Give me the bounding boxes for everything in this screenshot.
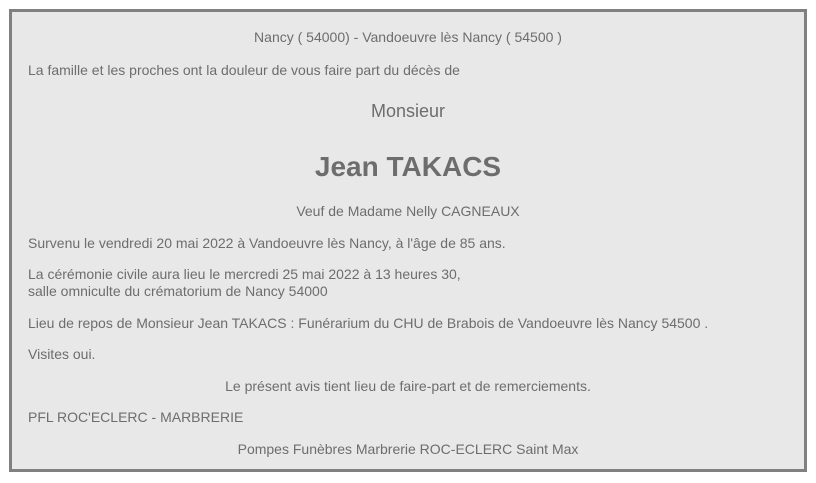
intro-text: La famille et les proches ont la douleur de vous faire part du décès de: [28, 62, 460, 78]
ceremony-line-2: salle omniculte du crématorium de Nancy 54000: [28, 283, 328, 299]
company-line: PFL ROC'ECLERC - MARBRERIE: [28, 409, 244, 425]
death-details: Survenu le vendredi 20 mai 2022 à Vandoeuvre lès Nancy, à l'âge de 85 ans.: [28, 235, 506, 251]
ceremony-line-1: La cérémonie civile aura lieu le mercredi 25 mai 2022 à 13 heures 30,: [28, 266, 461, 282]
civility-title: Monsieur: [370, 101, 446, 121]
deceased-name: Jean TAKACS: [314, 151, 502, 182]
obituary-notice-frame: [9, 9, 807, 472]
footer-line: Pompes Funèbres Marbrerie ROC-ECLERC Saint Max: [237, 441, 579, 457]
rest-place-line: Lieu de repos de Monsieur Jean TAKACS : Funérarium du CHU de Brabois de Vandoeuvre lès Nancy 54500 .: [28, 315, 709, 331]
location-line: Nancy ( 54000) - Vandoeuvre lès Nancy ( 54500 ): [254, 29, 562, 45]
visits-line: Visites oui.: [28, 346, 96, 362]
widow-of-line: Veuf de Madame Nelly CAGNEAUX: [296, 203, 520, 219]
acknowledgement-line: Le présent avis tient lieu de faire-part et de remerciements.: [225, 378, 591, 394]
